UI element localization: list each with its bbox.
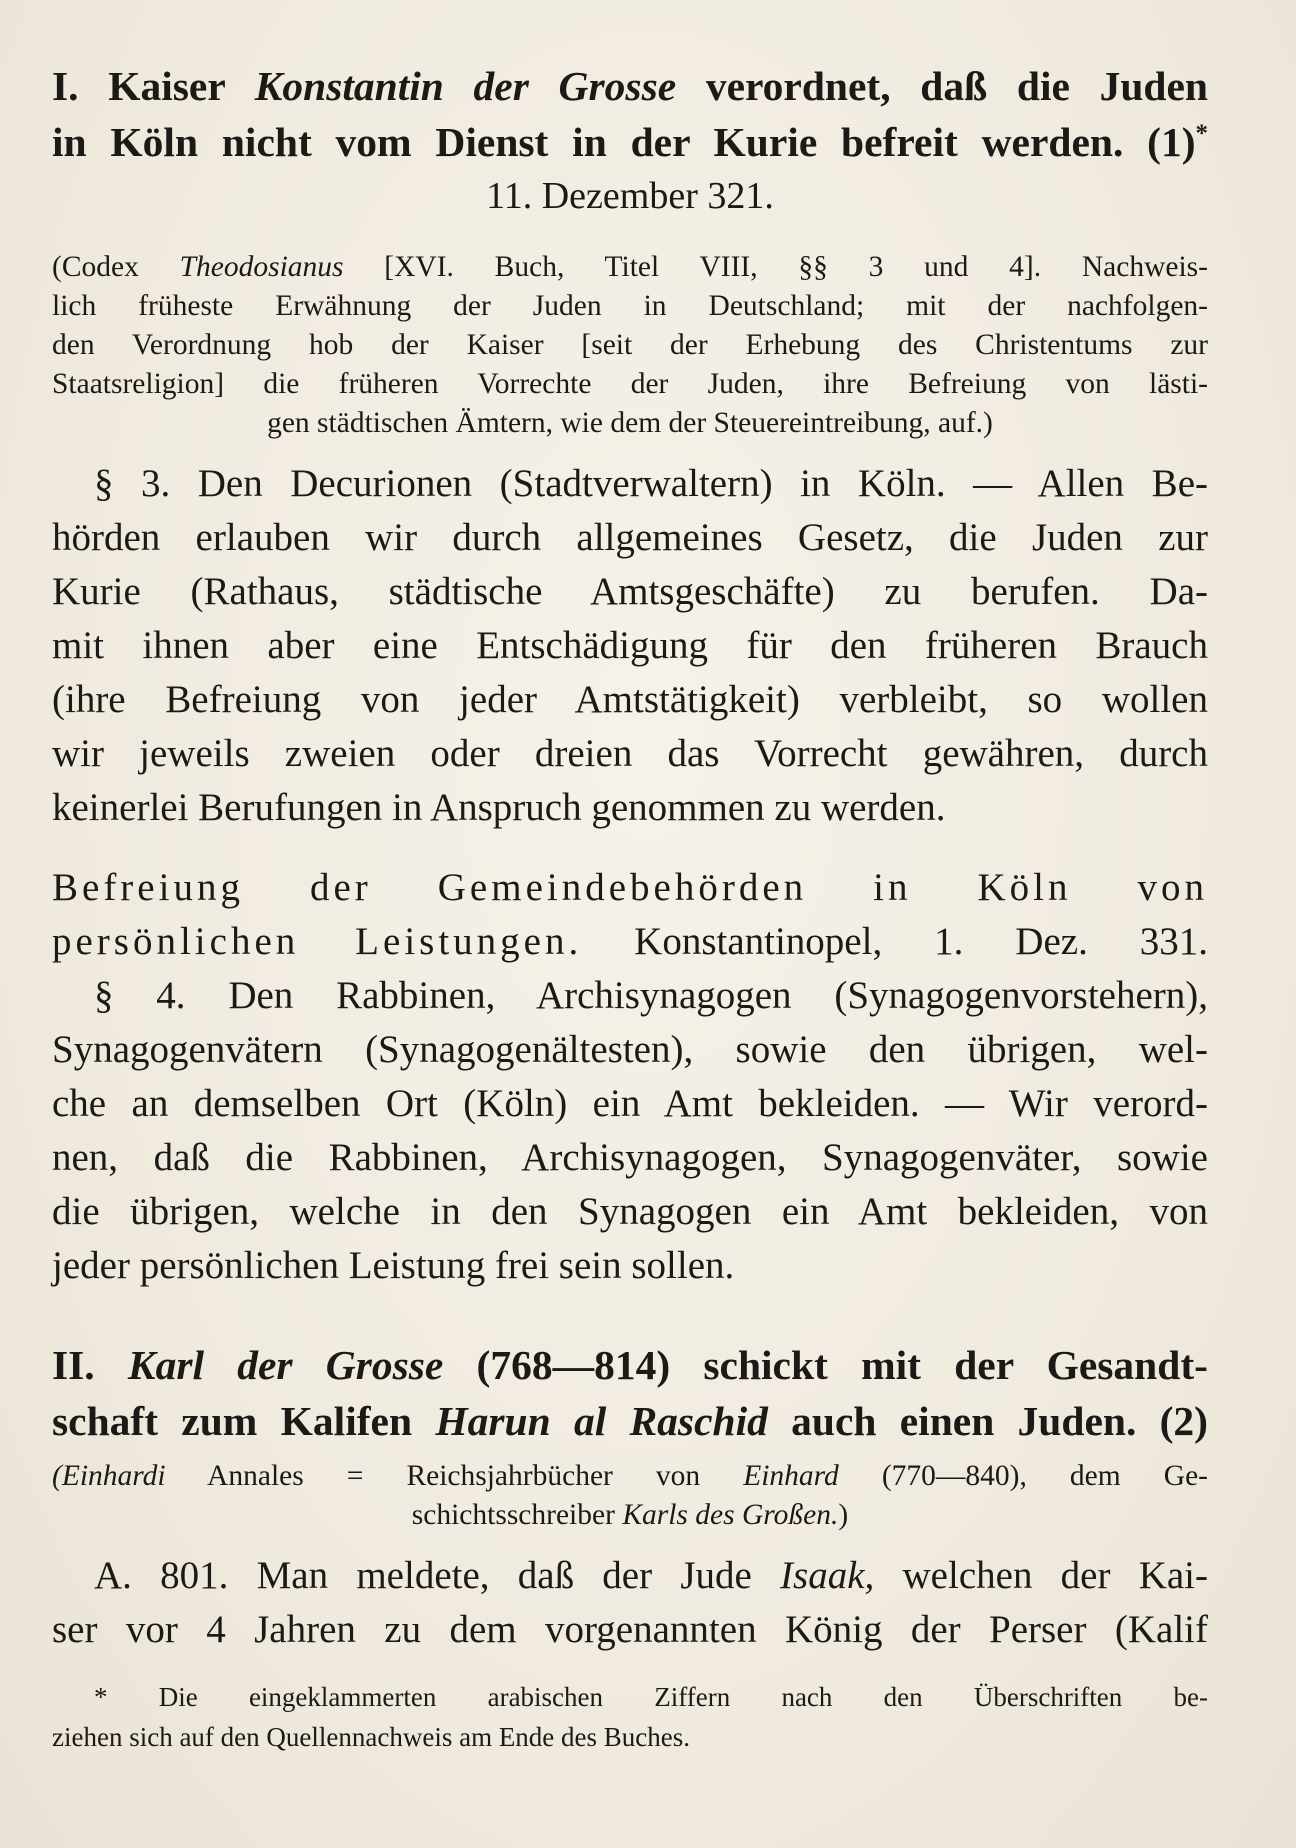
heading-line: schaft zum Kalifen Harun al Raschid auch einen Juden. (2)	[52, 1398, 1208, 1444]
note-line: den Verordnung hob der Kaiser [seit der Erhebung des Christentums zur	[52, 329, 1208, 361]
heading-line: I. Kaiser Konstantin der Grosse verordnet, daß die Juden	[52, 63, 1209, 109]
text-line: die übrigen, welche in den Synagogen ein Amt bekleiden, von	[52, 1190, 1208, 1233]
text-line: ser vor 4 Jahren zu dem vorgenannten König der Perser (Kalif	[52, 1608, 1208, 1651]
page-content	[52, 58, 1208, 1757]
section-1-date: 11. Dezember 321.	[486, 175, 774, 217]
paragraph-3	[52, 457, 1208, 835]
paragraph-4	[52, 969, 1208, 1293]
text-line: persönlichen Leistungen. Konstantinopel, 1. Dez. 331.	[52, 920, 1208, 963]
text-line: A. 801. Man meldete, daß der Jude Isaak, welchen der Kai-	[94, 1554, 1208, 1597]
text-line: § 3. Den Decurionen (Stadtverwaltern) in Köln. — Allen Be-	[94, 462, 1208, 505]
note-line: (Einhardi Annales = Reichsjahrbücher von Einhard (770—840), dem Ge-	[52, 1460, 1208, 1492]
paragraph-title-331	[52, 861, 1208, 969]
heading-line: II. Karl der Grosse (768—814) schickt mit der Gesandt-	[52, 1342, 1208, 1388]
section-2-source-note	[52, 1457, 1208, 1535]
heading-line: in Köln nicht vom Dienst in der Kurie befreit werden. (1)*	[52, 119, 1208, 165]
note-line: schichtsschreiber Karls des Großen.)	[411, 1499, 849, 1531]
footnote-line: ziehen sich auf den Quellennachweis am Ende des Buches.	[52, 1722, 691, 1752]
text-line: nen, daß die Rabbinen, Archisynagogen, Synagogenväter, sowie	[52, 1136, 1208, 1179]
text-line: mit ihnen aber eine Entschädigung für den früheren Brauch	[52, 624, 1208, 667]
text-line: Befreiung der Gemeindebehörden in Köln von	[52, 866, 1208, 909]
note-line: lich früheste Erwähnung der Juden in Deutschland; mit der nachfolgen-	[52, 290, 1208, 322]
footnote-line: * Die eingeklammerten arabischen Ziffern nach den Überschriften be-	[94, 1682, 1208, 1712]
text-line: (ihre Befreiung von jeder Amtstätigkeit) verbleibt, so wollen	[52, 678, 1208, 721]
section-1-source-note	[52, 248, 1208, 443]
section-2-heading	[52, 1337, 1208, 1449]
text-line: wir jeweils zweien oder dreien das Vorrecht gewähren, durch	[52, 732, 1208, 775]
text-line: che an demselben Ort (Köln) ein Amt bekleiden. — Wir verord-	[52, 1082, 1208, 1125]
section-1-heading	[52, 58, 1208, 170]
text-line: Kurie (Rathaus, städtische Amtsgeschäfte) zu berufen. Da-	[52, 570, 1208, 613]
text-line: Synagogenvätern (Synagogenältesten), sowie den übrigen, wel-	[52, 1028, 1208, 1071]
note-line: (Codex Theodosianus [XVI. Buch, Titel VIII, §§ 3 und 4]. Nachweis-	[52, 251, 1208, 283]
footnote	[52, 1677, 1208, 1757]
text-line: hörden erlauben wir durch allgemeines Gesetz, die Juden zur	[52, 516, 1208, 559]
text-line: § 4. Den Rabbinen, Archisynagogen (Synagogenvorstehern),	[94, 974, 1208, 1017]
text-line: keinerlei Berufungen in Anspruch genommen zu werden.	[52, 786, 946, 829]
note-line: Staatsreligion] die früheren Vorrechte der Juden, ihre Befreiung von lästi-	[52, 368, 1208, 400]
footnote-marker: *	[1195, 120, 1208, 148]
text-line: jeder persönlichen Leistung frei sein sollen.	[52, 1244, 735, 1287]
note-line: gen städtischen Ämtern, wie dem der Steuereintreibung, auf.)	[267, 407, 993, 439]
paragraph-801	[52, 1549, 1208, 1657]
